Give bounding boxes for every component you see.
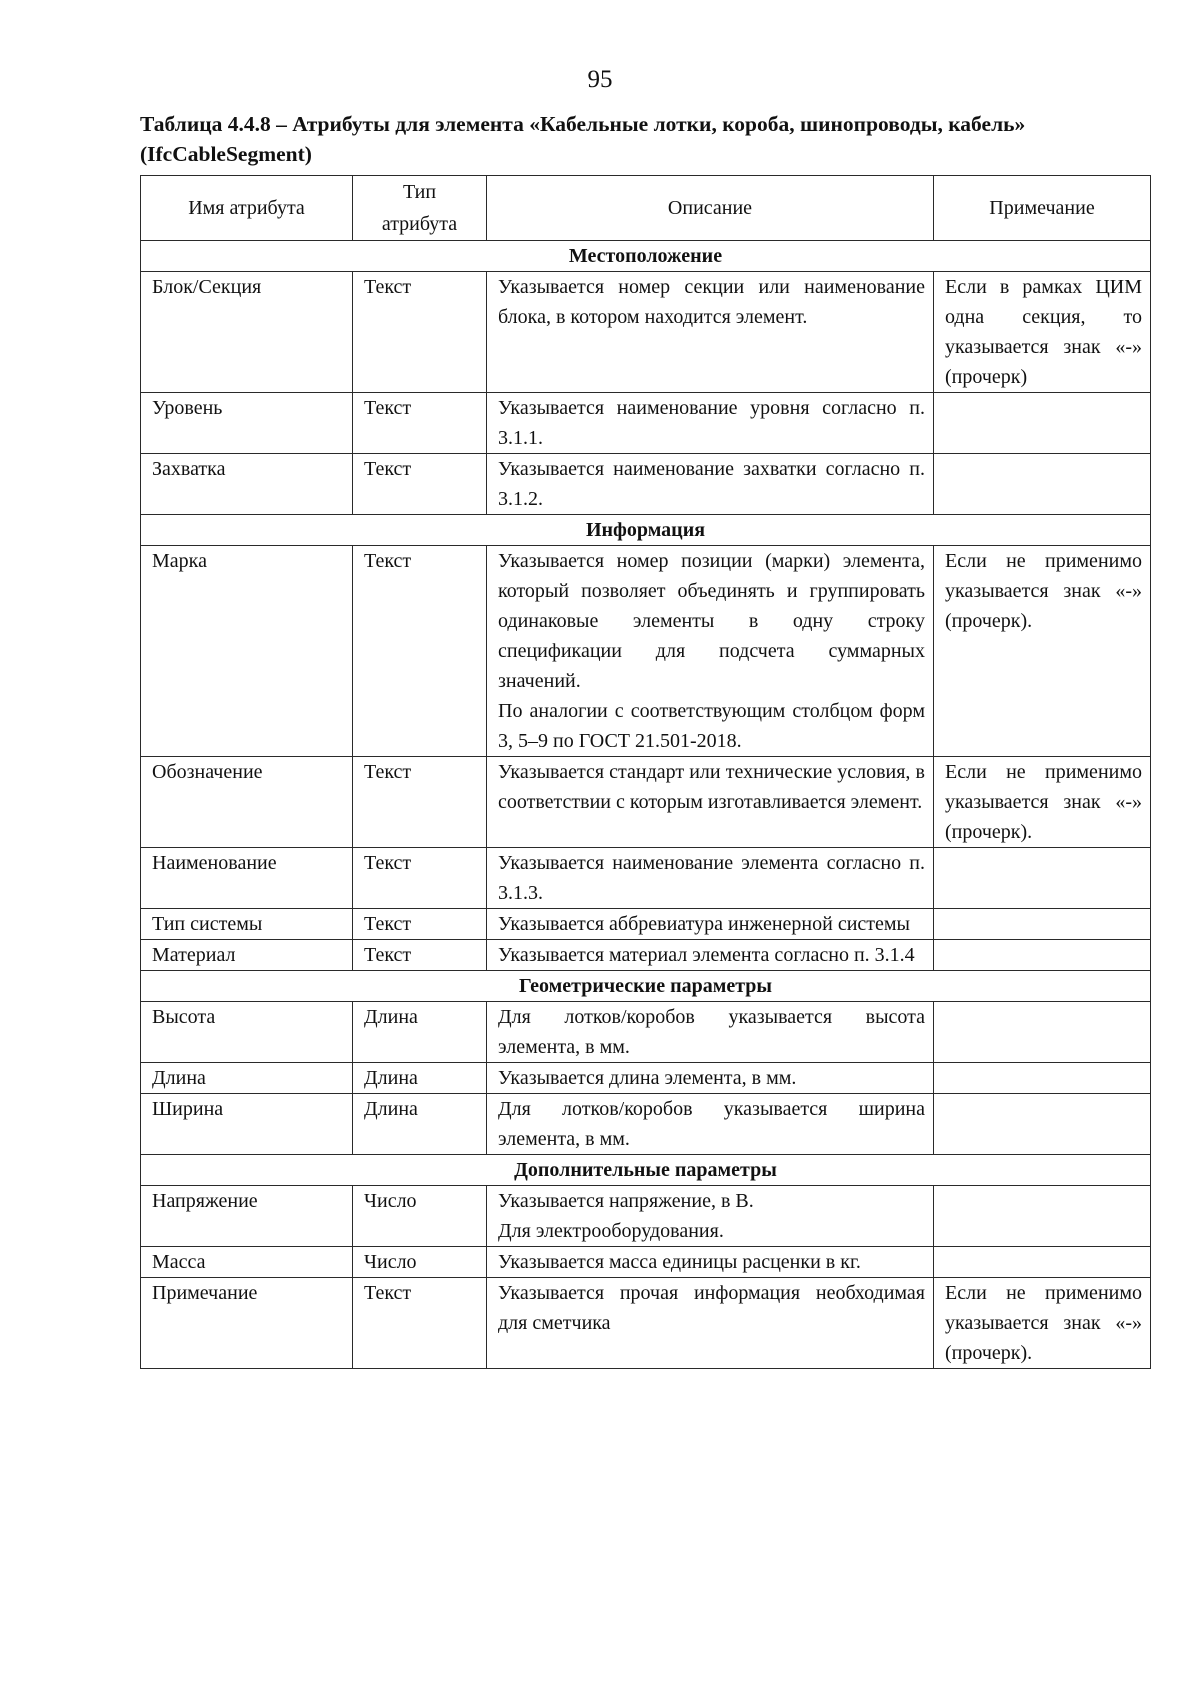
table-caption: Таблица 4.4.8 – Атрибуты для элемента «Кабельные лотки, короба, шинопроводы, кабель» (IfcCableSegment) [140, 112, 1026, 166]
section-row [141, 971, 1151, 1002]
attribute-name: Ширина [141, 1094, 353, 1155]
page-number: 95 [587, 66, 613, 93]
attribute-name: Длина [141, 1063, 353, 1094]
attributes-table [140, 175, 1151, 1369]
header-attribute-name: Имя атрибута [141, 176, 353, 241]
description-extra-text: Для электрооборудования. [498, 1220, 724, 1242]
attribute-name: Примечание [141, 1278, 353, 1369]
attribute-note: Если не применимо указывается знак «-» (прочерк). [934, 757, 1151, 848]
attribute-description: Указывается масса единицы расценки в кг. [487, 1247, 934, 1278]
attribute-description: Указывается длина элемента, в мм. [487, 1063, 934, 1094]
attribute-name: Марка [141, 546, 353, 757]
header-description: Описание [487, 176, 934, 241]
attribute-description: Указывается наименование уровня согласно п. 3.1.1. [487, 393, 934, 454]
attribute-note [934, 454, 1151, 515]
attribute-description [487, 1186, 934, 1247]
attribute-type: Текст [353, 848, 487, 909]
attribute-name: Материал [141, 940, 353, 971]
table-row [141, 757, 1151, 848]
attribute-note: Если не применимо указывается знак «-» (прочерк). [934, 546, 1151, 757]
attribute-name: Уровень [141, 393, 353, 454]
table-row [141, 454, 1151, 515]
attribute-name: Напряжение [141, 1186, 353, 1247]
table-header-row [141, 176, 1151, 241]
description-text: Указывается напряжение, в В. [498, 1190, 754, 1212]
attribute-type: Текст [353, 757, 487, 848]
table-row [141, 1186, 1151, 1247]
section-row [141, 241, 1151, 272]
attribute-description: Указывается стандарт или технические условия, в соответствии с которым изготавливается элемент. [487, 757, 934, 848]
table-row [141, 848, 1151, 909]
attribute-type: Число [353, 1247, 487, 1278]
attribute-name: Высота [141, 1002, 353, 1063]
description-extra-text: По аналогии с соответствующим столбцом форм 3, 5–9 по ГОСТ 21.501-2018. [498, 700, 925, 752]
attribute-type: Текст [353, 393, 487, 454]
attribute-name: Обозначение [141, 757, 353, 848]
attribute-type: Текст [353, 454, 487, 515]
attribute-type: Длина [353, 1094, 487, 1155]
attribute-description: Указывается аббревиатура инженерной системы [487, 909, 934, 940]
table-row [141, 940, 1151, 971]
attribute-type: Текст [353, 909, 487, 940]
attribute-note [934, 1247, 1151, 1278]
attribute-type: Длина [353, 1002, 487, 1063]
attribute-description: Указывается номер секции или наименование блока, в котором находится элемент. [487, 272, 934, 393]
section-title: Дополнительные параметры [141, 1155, 1151, 1186]
table-row [141, 393, 1151, 454]
attribute-description: Для лотков/коробов указывается ширина элемента, в мм. [487, 1094, 934, 1155]
table-row [141, 1063, 1151, 1094]
section-row [141, 1155, 1151, 1186]
attribute-name: Наименование [141, 848, 353, 909]
attribute-name: Блок/Секция [141, 272, 353, 393]
attribute-note: Если не применимо указывается знак «-» (прочерк). [934, 1278, 1151, 1369]
attribute-note [934, 393, 1151, 454]
attribute-note [934, 848, 1151, 909]
table-row [141, 909, 1151, 940]
table-row [141, 546, 1151, 757]
section-title: Информация [141, 515, 1151, 546]
attribute-name: Тип системы [141, 909, 353, 940]
section-title: Местоположение [141, 241, 1151, 272]
section-row [141, 515, 1151, 546]
attribute-description [487, 546, 934, 757]
attribute-type: Число [353, 1186, 487, 1247]
attribute-note [934, 1063, 1151, 1094]
table-row [141, 272, 1151, 393]
attribute-name: Захватка [141, 454, 353, 515]
attribute-type: Текст [353, 546, 487, 757]
attribute-note: Если в рамках ЦИМ одна секция, то указывается знак «-» (прочерк) [934, 272, 1151, 393]
table-row [141, 1247, 1151, 1278]
table-row [141, 1094, 1151, 1155]
attribute-description: Для лотков/коробов указывается высота элемента, в мм. [487, 1002, 934, 1063]
attribute-description: Указывается прочая информация необходимая для сметчика [487, 1278, 934, 1369]
attribute-description: Указывается наименование элемента согласно п. 3.1.3. [487, 848, 934, 909]
attribute-type: Длина [353, 1063, 487, 1094]
table-row [141, 1002, 1151, 1063]
attribute-name: Масса [141, 1247, 353, 1278]
attribute-note [934, 1186, 1151, 1247]
attribute-description: Указывается наименование захватки согласно п. 3.1.2. [487, 454, 934, 515]
attribute-note [934, 940, 1151, 971]
header-attribute-type: Тип атрибута [353, 176, 487, 241]
attribute-description: Указывается материал элемента согласно п. 3.1.4 [487, 940, 934, 971]
attribute-type: Текст [353, 1278, 487, 1369]
attribute-note [934, 1094, 1151, 1155]
attribute-type: Текст [353, 940, 487, 971]
attribute-note [934, 1002, 1151, 1063]
description-text: Указывается номер позиции (марки) элемента, который позволяет объединять и группировать одинаковые элементы в одну строку спецификации для подсчета суммарных значений. [498, 550, 925, 692]
header-note: Примечание [934, 176, 1151, 241]
attribute-type: Текст [353, 272, 487, 393]
attribute-note [934, 909, 1151, 940]
section-title: Геометрические параметры [141, 971, 1151, 1002]
table-row [141, 1278, 1151, 1369]
